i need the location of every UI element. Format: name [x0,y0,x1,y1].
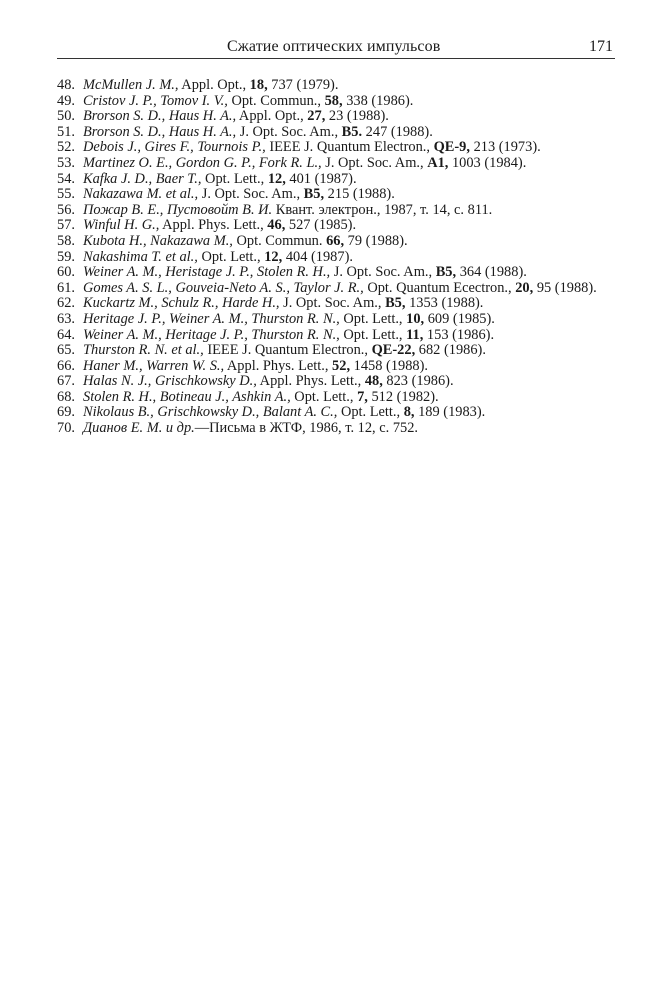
reference-volume: 66, [326,232,345,249]
reference-source: Opt. Lett., [290,388,358,405]
reference-number: 55. [57,186,75,203]
reference-source: Квант. электрон., 1987, т. 14, с. 811. [272,201,493,218]
reference-pages-year: 213 (1973). [469,139,541,156]
reference-item [57,265,617,281]
reference-volume: 52, [332,357,351,374]
reference-volume: QE-22, [371,342,416,359]
reference-authors: Nikolaus B., Grischkowsky D., Balant A. C., [83,404,338,421]
reference-source: J. Opt. Soc. Am., [321,154,428,171]
reference-volume: 46, [267,217,286,234]
reference-source: Appl. Phys. Lett., [159,217,268,234]
reference-pages-year: 95 (1988). [533,279,597,296]
reference-volume: 7, [357,388,368,405]
reference-source: Opt. Lett., [339,310,407,327]
reference-pages-year: 512 (1982). [367,388,439,405]
reference-source: Opt. Lett., [337,404,404,421]
reference-authors: Brorson S. D., Haus H. A., [83,123,237,140]
reference-volume: 20, [515,279,534,296]
reference-item [57,421,617,437]
reference-pages-year: 1353 (1988). [405,295,484,312]
reference-item [57,359,617,375]
reference-pages-year: 364 (1988). [456,264,527,281]
reference-item [57,374,617,390]
reference-authors: McMullen J. M., [83,77,179,93]
reference-number: 57. [57,217,75,234]
reference-authors: Nakashima T. et al., [83,248,198,265]
reference-source: J. Opt. Soc. Am., [330,264,436,281]
reference-volume: B5, [303,186,325,203]
reference-authors: Kafka J. D., Baer T., [83,170,202,187]
reference-authors: Halas N. J., Grischkowsky D., [83,373,257,390]
reference-item [57,78,617,94]
reference-authors: Weiner A. M., Heritage J. P., Thurston R. N., [83,326,340,343]
reference-volume: 58, [324,92,343,109]
reference-item [57,94,617,110]
reference-pages-year: 79 (1988). [344,232,408,249]
reference-item [57,187,617,203]
reference-source: Opt. Lett., [201,170,268,187]
reference-source: Opt. Commun. [232,232,327,249]
reference-source: Appl. Phys. Lett., [256,373,365,390]
reference-item [57,109,617,125]
reference-volume: 27, [307,108,326,125]
reference-item [57,203,617,219]
reference-item [57,390,617,406]
reference-authors: Weiner A. M., Heristage J. P., Stolen R. H., [83,264,331,281]
reference-number: 62. [57,295,75,312]
reference-item [57,125,617,141]
reference-source: Appl. Opt., [236,108,308,125]
reference-source: Opt. Lett., [197,248,265,265]
reference-item [57,140,617,156]
reference-number: 65. [57,342,75,359]
reference-item [57,281,617,297]
reference-source: Opt. Lett., [339,326,407,343]
reference-volume: 48, [364,373,383,390]
reference-volume: B5, [385,295,406,312]
reference-source: IEEE J. Quantum Electron., [265,139,434,156]
reference-volume: 11, [406,326,424,343]
reference-volume: B5, [435,264,457,281]
reference-authors: Kuckartz M., Schulz R., Harde H., [83,295,280,312]
page-number: 171 [589,38,613,55]
reference-number: 69. [57,404,75,421]
reference-source: Opt. Quantum Ecectron., [363,279,516,296]
reference-volume: 12, [264,248,283,265]
reference-pages-year: 401 (1987). [285,170,357,187]
reference-list [57,78,617,437]
reference-number: 51. [57,123,75,140]
reference-volume: 10, [406,310,425,327]
reference-authors: Haner M., Warren W. S., [83,357,225,374]
reference-number: 63. [57,310,75,327]
reference-item [57,343,617,359]
reference-pages-year: 215 (1988). [324,186,395,203]
reference-authors: Пожар В. Е., Пустовойт В. И. [83,201,273,218]
reference-volume: 18, [249,77,268,93]
reference-item [57,328,617,344]
reference-number: 60. [57,264,75,281]
header-title: Сжатие оптических импульсов [227,38,441,55]
reference-pages-year: 338 (1986). [342,92,414,109]
reference-pages-year: 247 (1988). [362,123,433,140]
reference-authors: Winful H. G., [83,217,160,234]
reference-source: IEEE J. Quantum Electron., [203,342,372,359]
reference-pages-year: 609 (1985). [424,310,495,327]
reference-authors: Nakazawa M. et al., [83,186,199,203]
reference-number: 64. [57,326,75,343]
reference-authors: Gomes A. S. L., Gouveia-Neto A. S., Taylor J. R., [83,279,364,296]
reference-authors: Brorson S. D., Haus H. A., [83,108,237,125]
reference-volume: QE-9, [433,139,470,156]
reference-source: J. Opt. Soc. Am., [279,295,386,312]
reference-pages-year: 404 (1987). [282,248,353,265]
reference-pages-year: 737 (1979). [267,77,339,93]
reference-source: J. Opt. Soc. Am., [236,123,342,140]
reference-pages-year: 23 (1988). [325,108,389,125]
reference-number: 53. [57,154,75,171]
reference-source: J. Opt. Soc. Am., [198,186,304,203]
reference-number: 68. [57,388,75,405]
reference-number: 48. [57,77,75,93]
reference-pages-year: 189 (1983). [414,404,486,421]
reference-number: 56. [57,201,75,218]
reference-authors: Stolen R. H., Botineau J., Ashkin A., [83,388,291,405]
reference-authors: Kubota H., Nakazawa M., [83,232,233,249]
reference-volume: 12, [267,170,286,187]
reference-number: 50. [57,108,75,125]
reference-source: —Письма в ЖТФ, 1986, т. 12, с. 752. [194,420,419,437]
reference-authors: Martinez O. E., Gordon G. P., Fork R. L., [83,154,322,171]
reference-pages-year: 1003 (1984). [448,154,527,171]
reference-item [57,405,617,421]
reference-number: 59. [57,248,75,265]
reference-pages-year: 527 (1985). [285,217,357,234]
reference-source: Appl. Phys. Lett., [224,357,333,374]
reference-item [57,250,617,266]
reference-item [57,156,617,172]
reference-number: 52. [57,139,75,156]
reference-number: 54. [57,170,75,187]
running-header [57,36,615,59]
reference-item [57,234,617,250]
reference-number: 66. [57,357,75,374]
reference-authors: Дианов Е. М. и др. [83,420,195,437]
reference-number: 67. [57,373,75,390]
reference-volume: B5. [341,123,363,140]
reference-pages-year: 153 (1986). [423,326,495,343]
reference-authors: Debois J., Gires F., Tournois P., [83,139,266,156]
reference-number: 61. [57,279,75,296]
reference-number: 70. [57,420,75,437]
reference-number: 49. [57,92,75,109]
reference-authors: Thurston R. N. et al., [83,342,204,359]
reference-authors: Cristov J. P., Tomov I. V., [83,92,228,109]
reference-pages-year: 823 (1986). [382,373,454,390]
reference-volume: 8, [403,404,415,421]
reference-source: Appl. Opt., [178,77,250,93]
reference-pages-year: 682 (1986). [415,342,486,359]
reference-source: Opt. Commun., [227,92,325,109]
reference-authors: Heritage J. P., Weiner A. M., Thurston R. N., [83,310,340,327]
reference-item [57,218,617,234]
reference-item [57,312,617,328]
reference-volume: A1, [427,154,449,171]
reference-pages-year: 1458 (1988). [350,357,428,374]
reference-item [57,172,617,188]
reference-number: 58. [57,232,75,249]
reference-item [57,296,617,312]
